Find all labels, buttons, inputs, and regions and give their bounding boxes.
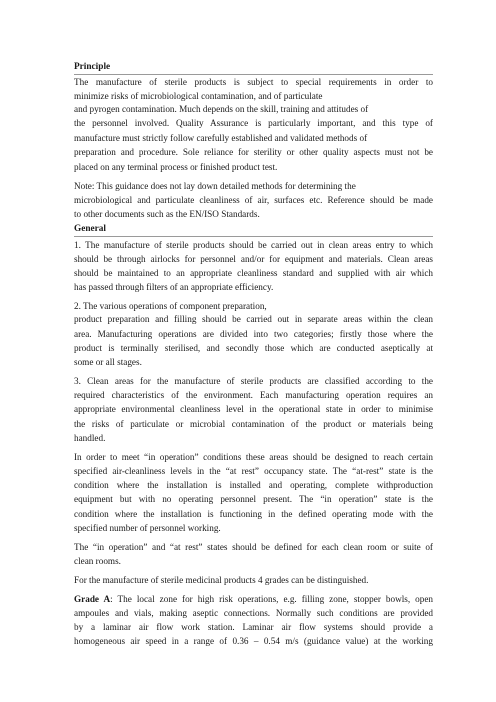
text-line: should be maintained to an appropriate cleanliness standard and supplied with air which <box>74 268 433 278</box>
heading-divider <box>74 236 433 237</box>
text-line: homogeneous air speed in a range of 0.36 – 0.54 m/s (guidance value) at the working <box>74 636 433 646</box>
text-line: required characteristics of the environment. Each manufacturing operation requires an <box>74 390 433 400</box>
grade-a-text: : The local zone for high risk operations, e.g. filling zone, stopper bowls, open <box>110 594 433 604</box>
text-line: 3. Clean areas for the manufacture of sterile products are classified according to the <box>74 376 433 386</box>
text-line: preparation and procedure. Sole reliance for sterility or other quality aspects must not be <box>74 147 433 157</box>
text-line: For the manufacture of sterile medicinal products 4 grades can be distinguished. <box>74 575 369 585</box>
text-line: some or all stages. <box>74 357 142 367</box>
text-line: The manufacture of sterile products is subject to special requirements in order to <box>74 77 433 87</box>
text-line: condition where the installation is installed and operating, complete withproduction <box>74 480 433 490</box>
text-line: 2. The various operations of component preparation, <box>74 301 267 311</box>
text-line: condition where the installation is functioning in the defined operating mode with the <box>74 509 433 519</box>
text-line: to other documents such as the EN/ISO Standards. <box>74 209 260 219</box>
text-line: specified number of personnel working. <box>74 523 221 533</box>
grade-a-label: Grade A <box>74 594 111 604</box>
text-line: Note: This guidance does not lay down detailed methods for determining the <box>74 181 356 191</box>
text-line: by a laminar air flow work station. Laminar air flow systems should provide a <box>74 622 433 632</box>
text-line: appropriate environmental cleanliness level in the operational state in order to minimise <box>74 404 433 414</box>
text-line: should be through airlocks for personnel and/or for equipment and materials. Clean areas <box>74 254 433 264</box>
text-line: product preparation and filling should be carried out in separate areas within the clean <box>74 314 433 324</box>
text-line: the risks of particulate or microbial contamination of the product or materials being <box>74 419 433 429</box>
text-line: The “in operation” and “at rest” states should be defined for each clean room or suite of <box>74 542 433 552</box>
text-line: equipment but with no operating personnel present. The “in operation” state is the <box>74 494 433 504</box>
text-line: placed on any terminal process or finished product test. <box>74 162 278 172</box>
text-line: clean rooms. <box>74 556 121 566</box>
section-heading-general: General <box>74 224 107 234</box>
text-line: ampoules and vials, making aseptic connections. Normally such conditions are provided <box>74 608 433 618</box>
text-line: manufacture must strictly follow carefully established and validated methods of <box>74 133 368 143</box>
text-line: handled. <box>74 433 106 443</box>
text-line: specified air-cleanliness levels in the “at rest” occupancy state. The “at-rest” state is the <box>74 466 433 476</box>
text-line: In order to meet “in operation” conditions these areas should be designed to reach certain <box>74 452 433 462</box>
text-line: 1. The manufacture of sterile products should be carried out in clean areas entry to which <box>74 240 433 250</box>
text-line: area. Manufacturing operations are divided into two categories; firstly those where the <box>74 329 433 339</box>
text-line: and pyrogen contamination. Much depends on the skill, training and attitudes of <box>74 104 369 114</box>
text-line: the personnel involved. Quality Assurance is particularly important, and this type of <box>74 118 433 128</box>
section-heading-principle: Principle <box>74 62 111 72</box>
text-line: minimize risks of microbiological contamination, and of particulate <box>74 91 323 101</box>
text-line: has passed through filters of an appropriate efficiency. <box>74 282 274 292</box>
text-line: microbiological and particulate cleanliness of air, surfaces etc. Reference should be made <box>74 195 433 205</box>
text-line: product is terminally sterilised, and secondly those which are conducted aseptically at <box>74 343 433 353</box>
